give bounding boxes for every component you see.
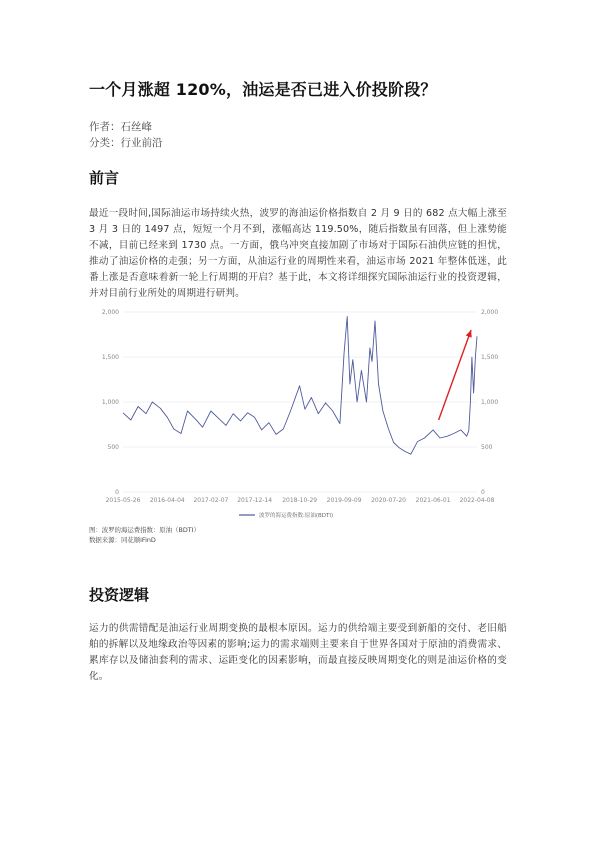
y-tick-label-right: 0 <box>481 489 485 496</box>
x-tick-label: 2017-02-07 <box>193 497 229 504</box>
category-line: 分类：行业前沿 <box>89 137 163 149</box>
y-tick-label-left: 0 <box>115 489 119 496</box>
y-tick-label-right: 1,000 <box>481 399 499 406</box>
x-tick-label: 2015-05-26 <box>105 497 141 504</box>
y-tick-label-right: 1,500 <box>481 354 499 361</box>
series-line <box>123 317 477 455</box>
x-tick-label: 2018-10-29 <box>282 497 318 504</box>
section-heading-intro: 前言 <box>89 169 120 187</box>
figure-source: 数据来源：同花顺iFinD <box>89 536 156 544</box>
author-line: 作者：石丝峰 <box>89 121 152 133</box>
y-tick-label-left: 500 <box>107 444 119 451</box>
bdti-chart <box>89 302 507 547</box>
x-tick-label: 2019-09-09 <box>326 497 362 504</box>
bdti-chart-svg <box>89 302 507 524</box>
article-title: 一个月涨超 120%，油运是否已进入价投阶段？ <box>89 80 437 99</box>
x-tick-label: 2020-07-20 <box>371 497 406 504</box>
x-tick-label: 2017-12-14 <box>237 497 273 504</box>
y-tick-label-right: 500 <box>481 444 493 451</box>
logic-paragraph: 运力的供需错配是油运行业周期变换的最根本原因。运力的供给端主要受到新船的交付、老旧船舶的拆解以及地缘政治等因素的影响;运力的需求端则主要来自于世界各国对于原油的消费需求、累库存以及储油套利的需求、运距变化的因素影响，而最直接反映周期变化的则是油运价格的变化。 <box>89 623 507 682</box>
x-tick-label: 2016-04-04 <box>149 497 185 504</box>
trend-arrow-line <box>439 330 471 420</box>
y-tick-label-left: 1,500 <box>101 354 119 361</box>
x-tick-label: 2021-06-01 <box>415 497 451 504</box>
legend-label: 波罗的海运费指数:原油(BDTI) <box>259 513 334 519</box>
intro-paragraph: 最近一段时间,国际油运市场持续火热，波罗的海油运价格指数自 2 月 9 日的 682 点大幅上涨至 3 月 3 日的 1497 点，短短一个月不到，涨幅高达 119.50%，随后指数虽有回落，但上涨势能不减，目前已经来到 1730 点。一方面，俄乌冲突直接加剧了市场对于国际石油供应链的担忧，推动了油运价格的走强；另一方面，从油运行业的周期性来看，油运市场 2021 年整体低迷，此番上涨是否意味着新一轮上行周期的开启？基于此，本文将详细探究国际油运行业的投资逻辑，并对目前行业所处的周期进行研判。 <box>89 208 507 299</box>
figure-caption: 图：波罗的海运费指数：原油（BDTI） <box>89 526 200 534</box>
x-tick-label: 2022-04-08 <box>459 497 495 504</box>
section-heading-logic: 投资逻辑 <box>89 586 150 604</box>
y-tick-label-left: 1,000 <box>101 399 119 406</box>
trend-arrow-head <box>466 330 472 338</box>
y-tick-label-left: 2,000 <box>101 309 119 316</box>
y-tick-label-right: 2,000 <box>481 309 499 316</box>
